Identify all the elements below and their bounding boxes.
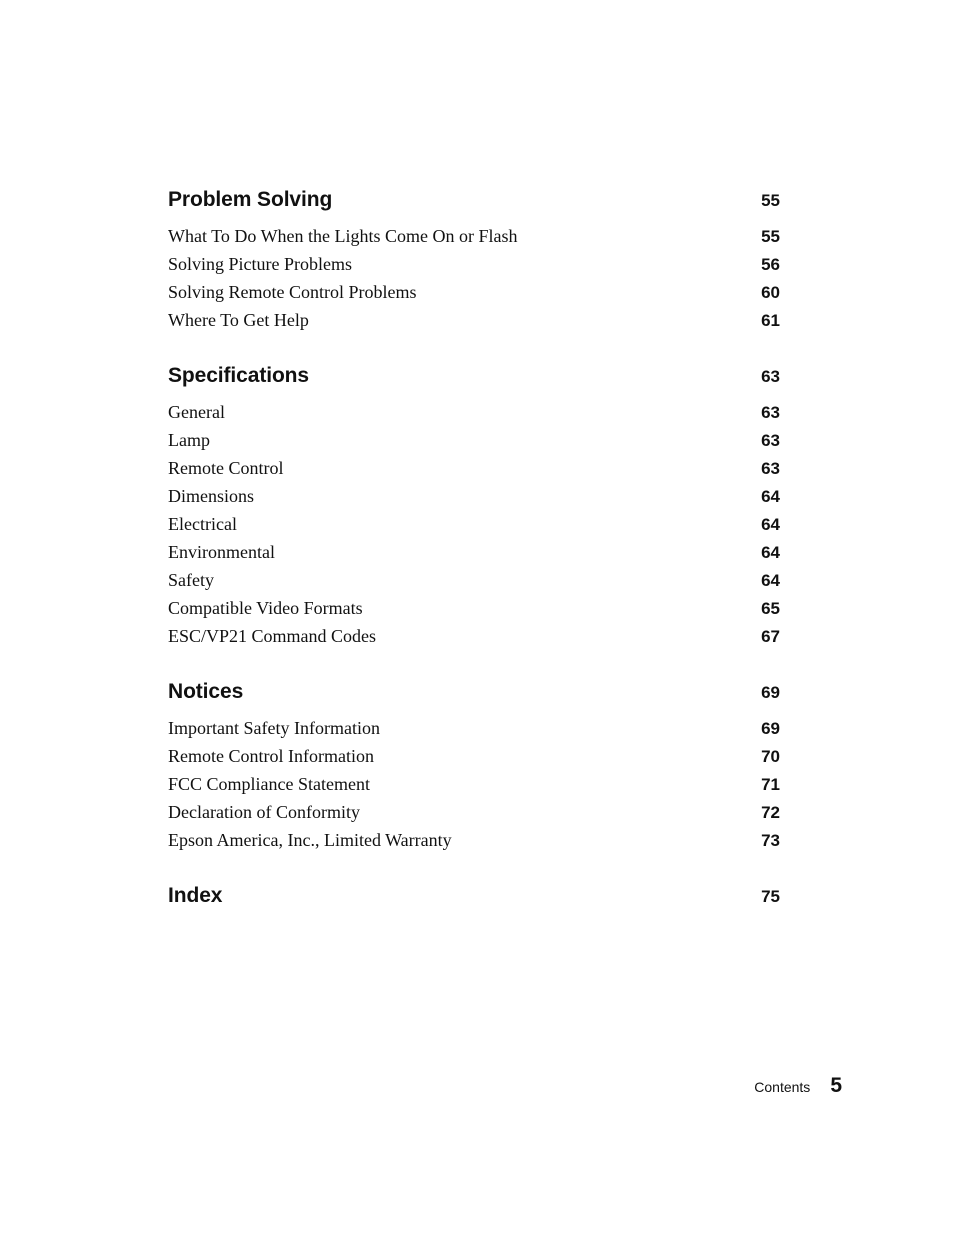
toc-entry[interactable] xyxy=(168,802,780,830)
toc-entry[interactable] xyxy=(168,830,780,858)
toc-entry-page: 64 xyxy=(761,515,780,534)
toc-entry-title: Remote Control xyxy=(168,458,284,478)
toc-entry[interactable] xyxy=(168,430,780,458)
section-heading[interactable] xyxy=(168,364,780,396)
toc-section-index xyxy=(168,884,780,916)
toc-entry[interactable] xyxy=(168,254,780,282)
toc-entry[interactable] xyxy=(168,774,780,802)
section-page-number: 75 xyxy=(761,887,780,906)
toc-entry[interactable] xyxy=(168,718,780,746)
toc-entry-title: FCC Compliance Statement xyxy=(168,774,370,794)
toc-entry-title: General xyxy=(168,402,225,422)
toc-entry-title: Compatible Video Formats xyxy=(168,598,363,618)
toc-entry-title: Declaration of Conformity xyxy=(168,802,360,822)
toc-entry[interactable] xyxy=(168,514,780,542)
toc-entry-page: 67 xyxy=(761,627,780,646)
section-heading[interactable] xyxy=(168,680,780,712)
toc-entry-title: Safety xyxy=(168,570,214,590)
section-page-number: 55 xyxy=(761,191,780,210)
toc-entry[interactable] xyxy=(168,626,780,654)
toc-entry[interactable] xyxy=(168,402,780,430)
toc-entry-page: 69 xyxy=(761,719,780,738)
toc-entry-title: Epson America, Inc., Limited Warranty xyxy=(168,830,452,850)
toc-entry-page: 63 xyxy=(761,403,780,422)
toc-entry-title: What To Do When the Lights Come On or Flash xyxy=(168,226,518,246)
toc-entry-page: 63 xyxy=(761,459,780,478)
section-title: Index xyxy=(168,884,223,907)
section-page-number: 63 xyxy=(761,367,780,386)
toc-entry-page: 72 xyxy=(761,803,780,822)
page-footer xyxy=(700,1074,842,1098)
toc-entry-page: 63 xyxy=(761,431,780,450)
page-number: 5 xyxy=(830,1074,842,1097)
toc-entry-page: 70 xyxy=(761,747,780,766)
section-heading[interactable] xyxy=(168,884,780,916)
table-of-contents xyxy=(168,188,780,942)
toc-entry-page: 71 xyxy=(761,775,780,794)
toc-entry-page: 64 xyxy=(761,571,780,590)
toc-entry[interactable] xyxy=(168,310,780,338)
toc-entry-title: Electrical xyxy=(168,514,237,534)
toc-entry-title: Solving Remote Control Problems xyxy=(168,282,417,302)
toc-entry-page: 56 xyxy=(761,255,780,274)
toc-entry-title: Lamp xyxy=(168,430,210,450)
toc-entry-title: Important Safety Information xyxy=(168,718,380,738)
toc-entry-page: 64 xyxy=(761,543,780,562)
section-title: Notices xyxy=(168,680,244,703)
footer-label: Contents xyxy=(754,1079,811,1095)
toc-entry[interactable] xyxy=(168,458,780,486)
toc-entry-page: 55 xyxy=(761,227,780,246)
section-heading[interactable] xyxy=(168,188,780,220)
toc-entry-page: 60 xyxy=(761,283,780,302)
toc-entry-page: 73 xyxy=(761,831,780,850)
toc-section-specifications xyxy=(168,364,780,654)
toc-entry[interactable] xyxy=(168,486,780,514)
toc-entry[interactable] xyxy=(168,746,780,774)
toc-entry[interactable] xyxy=(168,542,780,570)
toc-entry-title: Where To Get Help xyxy=(168,310,309,330)
toc-entry-page: 65 xyxy=(761,599,780,618)
toc-entry[interactable] xyxy=(168,570,780,598)
toc-entry-title: ESC/VP21 Command Codes xyxy=(168,626,377,646)
section-title: Problem Solving xyxy=(168,188,333,211)
toc-section-notices xyxy=(168,680,780,858)
toc-entry[interactable] xyxy=(168,226,780,254)
toc-entry[interactable] xyxy=(168,282,780,310)
toc-entry-title: Solving Picture Problems xyxy=(168,254,352,274)
toc-entry[interactable] xyxy=(168,598,780,626)
toc-entry-title: Environmental xyxy=(168,542,275,562)
toc-entry-title: Dimensions xyxy=(168,486,255,506)
toc-entry-title: Remote Control Information xyxy=(168,746,374,766)
toc-section-problem-solving xyxy=(168,188,780,338)
section-title: Specifications xyxy=(168,364,309,387)
section-page-number: 69 xyxy=(761,683,780,702)
toc-entry-page: 64 xyxy=(761,487,780,506)
toc-entry-page: 61 xyxy=(761,311,780,330)
